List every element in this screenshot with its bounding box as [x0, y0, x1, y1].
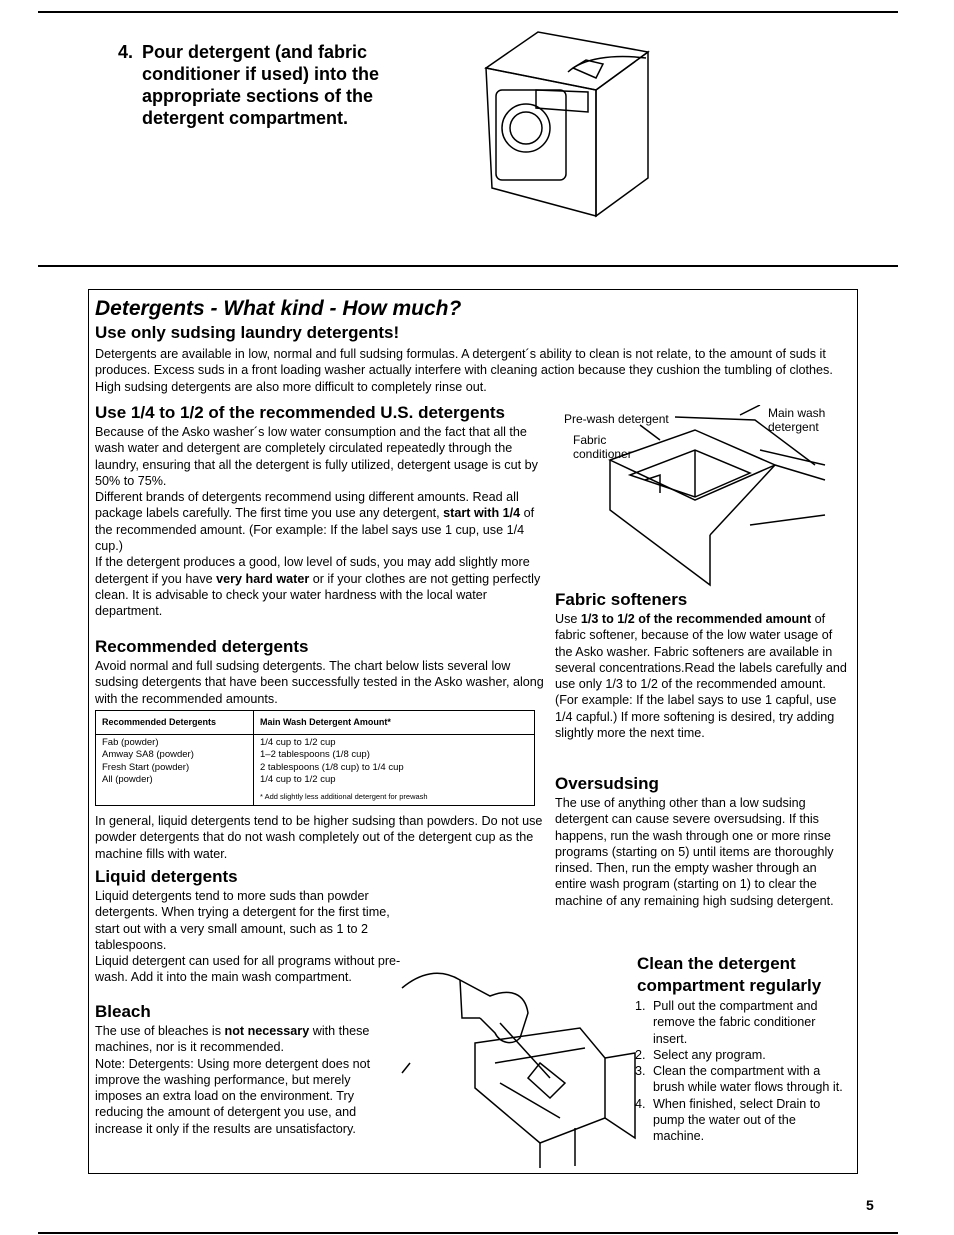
detergent-compartment-diagram — [600, 405, 830, 590]
step-4-number: 4. — [118, 42, 134, 62]
fabric-softeners-heading: Fabric softeners — [555, 590, 688, 609]
liquid-p2: Liquid detergent can used for all programs without pre-wash. Add it into the main wash compartment. — [95, 954, 401, 985]
liquid-body — [95, 888, 403, 986]
washer-illustration — [478, 28, 658, 218]
liquid-p1: Liquid detergents tend to more suds than powder detergents. When trying a detergent for the first time, start out with a very small amount, such as 1 to 2 tablespoons. — [95, 889, 390, 952]
top-rule — [38, 11, 898, 13]
recommended-after: In general, liquid detergents tend to be higher sudsing than powders. Do not use powder detergents that do not wash completely out of the detergent cup as the machine fills with water. — [95, 814, 543, 861]
quarter-p1: Because of the Asko washer´s low water consumption and the fact that all the wash water and detergent are completely circulated repeatedly through the laundry, ensuring that all the detergent is fully utilized, detergent usage is cut by 50% to 75%. — [95, 425, 538, 488]
oversudsing-body: The use of anything other than a low sudsing detergent can cause severe oversudsing. If this happens, run the wash through one or more rinse programs (starting on 5) until items are thoroughly rinsed. Then, run the empty washer through an entire wash program (starting on 1) to clear the machine of any remaining high sudsing detergent. — [555, 796, 834, 908]
recommended-body: Avoid normal and full sudsing detergents. The chart below lists several low sudsing detergents that have been successfully tested in the Asko washer, along with the recommended amounts. — [95, 659, 544, 706]
step-4-text: Pour detergent (and fabric conditioner if used) into the appropriate sections of the detergent compartment. — [142, 42, 379, 128]
diagram-label-prewash: Pre-wash detergent — [564, 412, 669, 426]
list-item: 2. Select any program. — [635, 1047, 766, 1062]
table-header-amount: Main Wash Detergent Amount* — [254, 711, 535, 735]
table-row — [96, 734, 535, 806]
bottom-rule — [38, 1232, 898, 1234]
bleach-body — [95, 1023, 399, 1137]
table-header-detergents: Recommended Detergents — [96, 711, 254, 735]
list-item: 1. Pull out the compartment and remove the fabric conditioner insert. — [635, 999, 818, 1046]
recommended-table-wrap — [95, 710, 535, 806]
section-title: Detergents - What kind - How much? — [95, 297, 462, 320]
quarter-p2: Different brands of detergents recommend using different amounts. Read all package labels carefully. The first time you use any detergent, start with 1/4 of the recommended amount. (For example: If the label says use 1 cup, use 1/4 cup.) — [95, 490, 535, 554]
table-footnote: * Add slightly less additional detergent for prewash — [260, 791, 428, 801]
page-number: 5 — [866, 1197, 874, 1213]
quarter-heading: Use 1/4 to 1/2 of the recommended U.S. detergents — [95, 403, 506, 422]
brush-cleaning-illustration — [400, 968, 640, 1168]
diagram-label-fabric: Fabric conditioner — [573, 433, 632, 461]
list-item: 4. When finished, select Drain to pump the water out of the machine. — [635, 1096, 821, 1144]
sudsing-body: Detergents are available in low, normal and full sudsing formulas. A detergent´s ability to clean is not relate, to the amount of suds it produces. Excess suds in a front loading washer actually interfere with cleaning action because they cushion the tumbling of clothes. High sudsing detergents are also more difficult to completely rinse out. — [95, 347, 833, 394]
clean-steps — [635, 998, 849, 1145]
table-cell-names: Fab (powder) Amway SA8 (powder) Fresh Start (powder) All (powder) — [96, 734, 254, 806]
middle-rule — [38, 265, 898, 267]
quarter-p3: If the detergent produces a good, low level of suds, you may add slightly more detergent if you have very hard water or if your clothes are not getting perfectly clean. It is advisable to check your water hardness with the local water department. — [95, 555, 541, 619]
quarter-body — [95, 424, 549, 620]
recommended-heading: Recommended detergents — [95, 637, 309, 656]
fabric-softeners-body: Use 1/3 to 1/2 of the recommended amount of fabric softener, because of the low water usage of the Asko washer. Fabric softeners are available in several concentrations.Read the labels carefully and use only 1/3 to 1/2 of the recommended amount. (For example: If the label says to use 1 capful, use 1/4 capful.) If more softening is desired, try adding slightly more the next time. — [555, 612, 847, 741]
sudsing-heading: Use only sudsing laundry detergents! — [95, 323, 400, 342]
recommended-table — [95, 710, 535, 806]
bleach-p1: The use of bleaches is not necessary with these machines, nor is it recommended. — [95, 1024, 370, 1055]
clean-heading: Clean the detergent compartment regularly — [637, 954, 822, 995]
bleach-heading: Bleach — [95, 1002, 151, 1021]
oversudsing-heading: Oversudsing — [555, 774, 659, 793]
diagram-label-mainwash: Main wash detergent — [768, 406, 826, 434]
liquid-heading: Liquid detergents — [95, 867, 238, 886]
bleach-p2: Note: Detergents: Using more detergent does not improve the washing performance, but merely imposes an extra load on the environment. Try reducing the amount of detergent you use, and increase it only if the results are unsatisfactory. — [95, 1056, 371, 1136]
table-cell-amounts: 1/4 cup to 1/2 cup 1–2 tablespoons (1/8 cup) 2 tablespoons (1/8 cup) to 1/4 cup 1/4 cup to 1/2 cup * Add slightly less additional detergent for prewash — [254, 734, 535, 806]
list-item: 3. Clean the compartment with a brush while water flows through it. — [635, 1064, 843, 1095]
